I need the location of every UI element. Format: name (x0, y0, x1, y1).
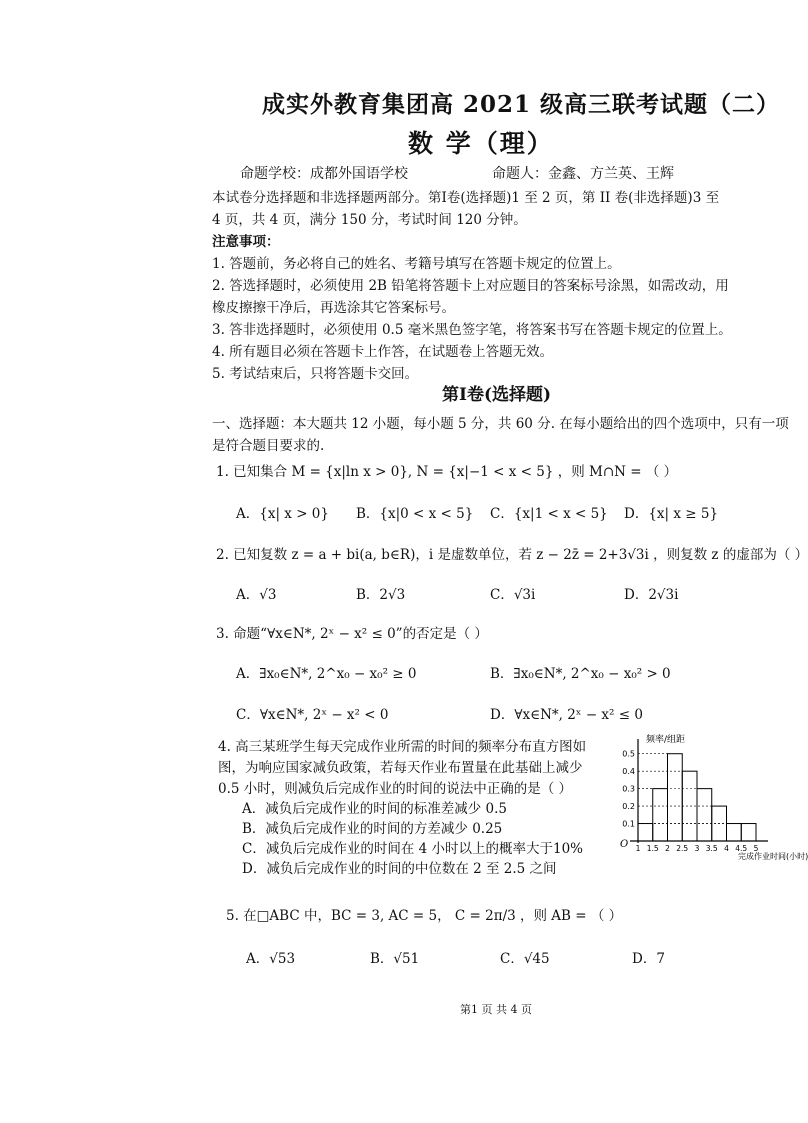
q2-option-b: B．2√3 (356, 587, 406, 603)
q4-option-b: B．减负后完成作业的时间的方差减少 0.25 (242, 821, 503, 837)
q1-stem: 1. 已知集合 M = {x|ln x > 0}, N = {x|−1 < x < 5} ，则 M∩N = （ ） (216, 464, 678, 480)
histogram-bar-8 (741, 824, 756, 841)
q2-option-a: A．√3 (236, 587, 277, 603)
q4-option-d: D．减负后完成作业的时间的中位数在 2 至 2.5 之间 (242, 861, 557, 877)
histogram-xtick-6: 3.5 (705, 844, 718, 853)
q1-option-d: D．{x| x ≥ 5} (624, 506, 719, 522)
page-number: 第1 页 共 4 页 (460, 1003, 532, 1016)
q1-option-c: C．{x|1 < x < 5} (490, 506, 608, 522)
q2-option-c: C．√3i (490, 587, 536, 603)
section-title: 第Ⅰ卷(选择题) (442, 385, 552, 405)
histogram-ylabel: 频率/组距 (646, 735, 686, 745)
q5-option-b: B．√51 (370, 951, 420, 967)
histogram-ytick-4: 0.2 (622, 802, 635, 812)
exam-title: 成实外教育集团高 2021 级高三联考试题（二） (262, 91, 781, 118)
notice-2b: 橡皮擦擦干净后，再选涂其它答案标号。 (212, 300, 455, 316)
histogram-xtick-3: 2 (665, 844, 670, 853)
q5-option-c: C．√45 (500, 951, 550, 967)
q5-option-d: D．7 (632, 951, 665, 967)
q4-option-c: C．减负后完成作业的时间在 4 小时以上的概率大于10% (242, 841, 584, 857)
intro-line-2: 4 页，共 4 页，满分 150 分，考试时间 120 分钟。 (212, 212, 527, 228)
notice-4: 4. 所有题目必须在答题卡上作答，在试题卷上答题无效。 (212, 344, 554, 360)
section-instruction-2: 是符合题目要求的. (212, 438, 325, 454)
histogram-bar-3 (668, 754, 683, 841)
histogram-xtick-9: 5 (753, 844, 759, 853)
histogram-xtick-8: 4.5 (735, 844, 748, 853)
notice-3: 3. 答非选择题时，必须使用 0.5 毫米黑色签字笔，将答案书写在答题卡规定的位置上。 (212, 322, 732, 338)
q3-stem: 3. 命题“∀x∈N*, 2ˣ − x² ≤ 0”的否定是（ ） (216, 626, 488, 642)
q1-option-a: A．{x| x > 0} (236, 506, 329, 522)
histogram-xlabel: 完成作业时间(小时) (738, 852, 808, 861)
q5-option-a: A．√53 (246, 951, 296, 967)
q4-line-2: 图，为响应国家减负政策，若每天作业布置量在此基础上减少 (218, 760, 583, 776)
q3-option-d: D．∀x∈N*, 2ˣ − x² ≤ 0 (490, 707, 643, 723)
q2-option-d: D．2√3i (624, 587, 679, 603)
notice-5: 5. 考试结束后，只将答题卡交回。 (212, 366, 419, 382)
q3-option-a: A．∃x₀∈N*, 2^x₀ − x₀² ≥ 0 (236, 666, 417, 682)
histogram-bar-5 (697, 789, 712, 841)
histogram-xtick-4: 2.5 (676, 844, 689, 853)
notice-2a: 2. 答选择题时，必须使用 2B 铅笔将答题卡上对应题目的答案标号涂黑，如需改动，用 (212, 278, 729, 294)
histogram-origin: O (620, 839, 629, 850)
histogram-bar-7 (727, 824, 742, 841)
histogram-xtick-2: 1.5 (646, 844, 659, 853)
exam-subject: 数 学（理） (408, 129, 554, 158)
histogram-ytick-1: 0.5 (622, 749, 635, 759)
q4-line-1: 4. 高三某班学生每天完成作业所需的时间的频率分布直方图如 (218, 739, 587, 755)
intro-line-1: 本试卷分选择题和非选择题两部分。第Ⅰ卷(选择题)1 至 2 页，第 II 卷(非选择题)3 至 (212, 190, 720, 206)
frequency-histogram (616, 731, 808, 862)
q5-stem: 5. 在□ABC 中，BC = 3, AC = 5， C = 2π/3 ，则 AB = （ ） (226, 908, 623, 924)
histogram-ytick-2: 0.4 (622, 767, 635, 777)
q3-option-c: C．∀x∈N*, 2ˣ − x² < 0 (236, 707, 389, 723)
histogram-bar-2 (653, 789, 668, 841)
histogram-ytick-3: 0.3 (622, 784, 635, 794)
histogram-xtick-5: 3 (694, 844, 700, 853)
notice-1: 1. 答题前，务必将自己的姓名、考籍号填写在答题卡规定的位置上。 (212, 256, 621, 272)
histogram-bar-1 (638, 824, 653, 841)
school-label: 命题学校：成都外国语学校 (240, 166, 408, 182)
notice-title: 注意事项： (212, 234, 280, 250)
q4-option-a: A．减负后完成作业的时间的标准差减少 0.5 (242, 801, 508, 817)
q2-stem: 2. 已知复数 z = a + bi(a, b∈R)，i 是虚数单位，若 z − 2z̄ = 2+3√3i ，则复数 z 的虚部为（ ） (216, 547, 808, 563)
histogram-xtick-1: 1 (635, 844, 641, 853)
q4-line-3: 0.5 小时，则减负后完成作业的时间的说法中正确的是（ ） (218, 781, 573, 797)
author-label: 命题人：金鑫、方兰英、王辉 (492, 166, 674, 182)
q3-option-b: B．∃x₀∈N*, 2^x₀ − x₀² > 0 (490, 666, 671, 682)
histogram-ytick-5: 0.1 (622, 819, 635, 829)
histogram-xtick-7: 4 (724, 844, 729, 853)
q1-option-b: B．{x|0 < x < 5} (356, 506, 474, 522)
section-instruction-1: 一、选择题：本大题共 12 小题，每小题 5 分，共 60 分. 在每小题给出的四个选项中，只有一项 (212, 416, 789, 432)
